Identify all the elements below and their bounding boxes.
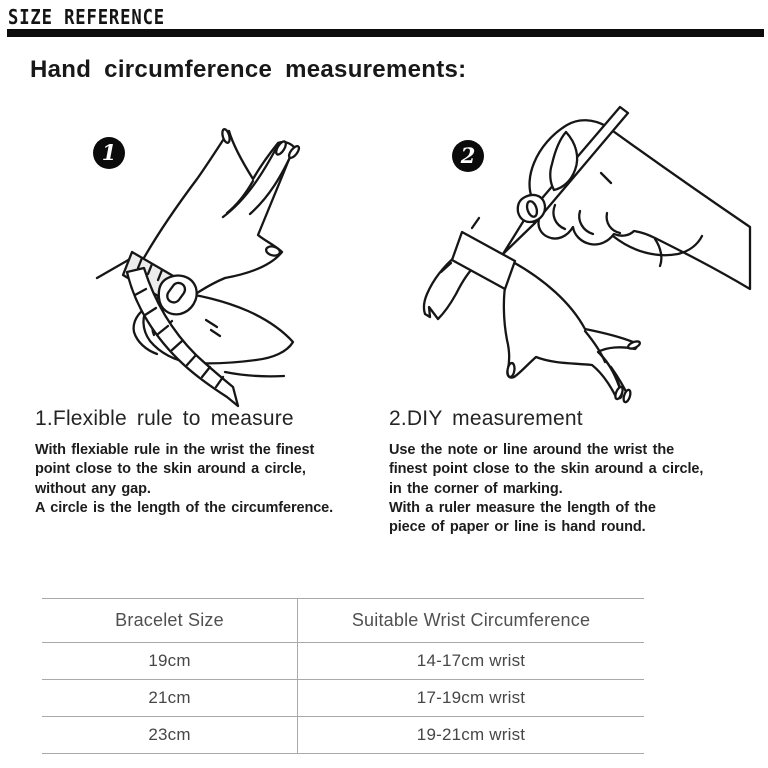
bracelet-size-cell: 21cm [42,680,298,716]
step-2-description: Use the note or line around the wrist the finest point close to the skin around a circle, in the corner of marking. With a ruler measure the length of the piece of paper or line is hand round. [389,442,704,536]
wrist-circumference-cell: 14-17cm wrist [416,651,526,670]
table-row [42,680,644,717]
size-table [42,598,644,754]
wrist-circumference-cell: 17-19cm wrist [416,688,526,707]
table-row [42,643,644,680]
wrist-circumference-cell: 19-21cm wrist [416,725,526,744]
section-heading: Hand circumference measurements: [30,56,467,83]
step-1-title: 1.Flexible rule to measure [35,407,294,430]
bracelet-size-cell: 19cm [42,643,298,679]
step-1-badge: 1 [93,137,125,169]
step-2-badge: 2 [452,140,484,172]
header-divider-bar [7,29,764,37]
step-2-title: 2.DIY measurement [389,407,583,430]
page-title: SIZE REFERENCE [8,5,166,29]
size-table-header-wrist: Suitable Wrist Circumference [351,610,591,630]
size-table-header-bracelet: Bracelet Size [42,599,298,642]
step-1-description: With flexiable rule in the wrist the finest point close to the skin around a circle, without any gap. A circle is the length of the circumference. [35,442,334,516]
table-row [42,717,644,754]
size-table-header-row [42,599,644,643]
bracelet-size-cell: 23cm [42,717,298,753]
